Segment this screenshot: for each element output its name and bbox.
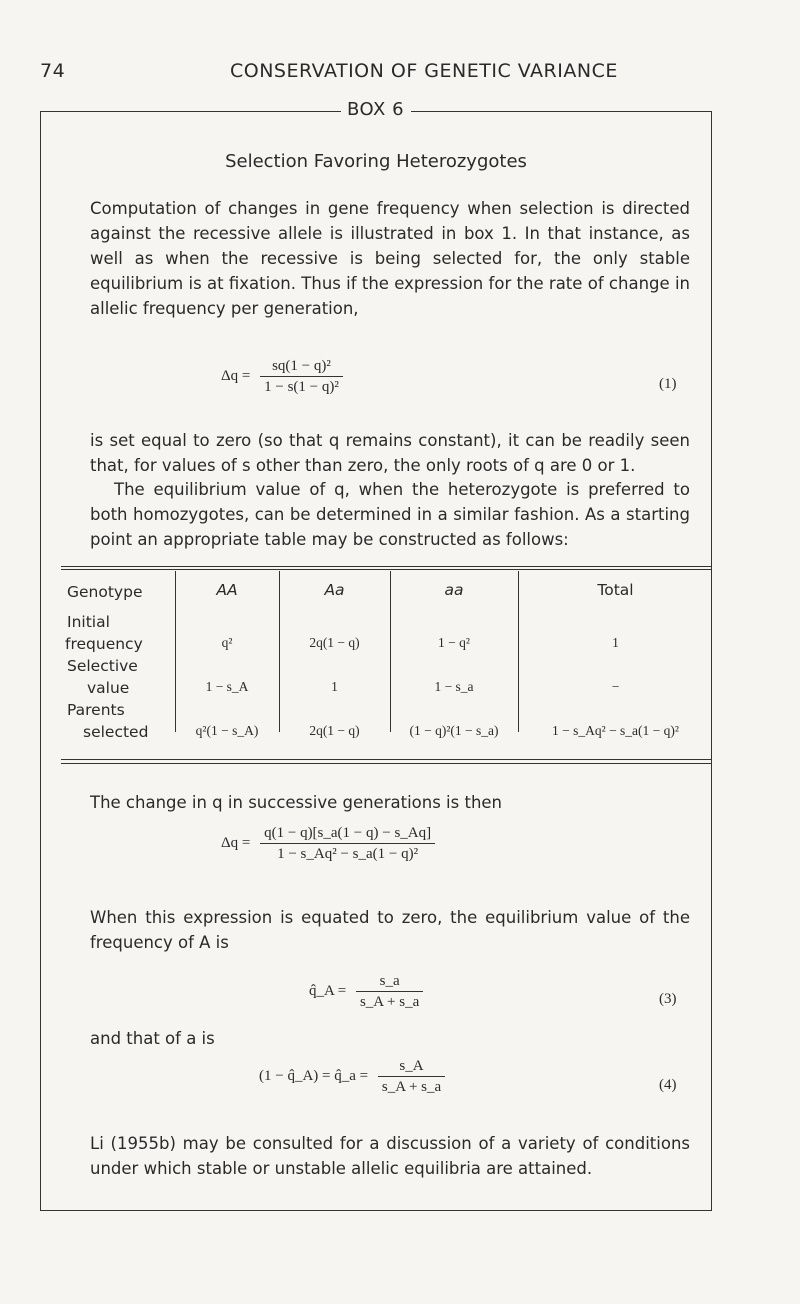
table-top-rule-inner [61, 569, 711, 570]
table-row-label: value [87, 679, 130, 697]
table-cell: 2q(1 − q) [309, 723, 360, 738]
table-bottom-rule-inner [61, 763, 711, 764]
table-bottom-rule [61, 759, 711, 760]
table-cell: 1 − s_A [205, 679, 249, 694]
equation-3-lhs: q̂_A = [309, 983, 347, 999]
equation-1-lhs: Δq = [221, 368, 251, 384]
box-label: BOX 6 [347, 99, 405, 120]
table-header-aa: aa [444, 581, 464, 599]
equation-4-numerator: s_A [378, 1056, 445, 1077]
equation-2-numerator: q(1 − q)[s_a(1 − q) − s_Aq] [260, 823, 435, 844]
page-number: 74 [40, 60, 66, 82]
box-top-border-right [411, 111, 711, 112]
paragraph-intro: Computation of changes in gene frequency when selection is directed against the recessive allele is illustrated in box 1. In that instance, as well as when the recessive is being selected for, the only stable equilibrium is at fixation. Thus if the expression for the rate of change in allelic frequency per generation, [90, 199, 690, 318]
equation-4-number: (4) [659, 1077, 677, 1093]
table-cell: 1 [331, 679, 338, 694]
table-cell: (1 − q)²(1 − s_a) [409, 723, 499, 738]
table-row-label: selected [83, 723, 149, 741]
table-cell: q² [221, 635, 233, 650]
equation-2-lhs: Δq = [221, 835, 251, 851]
table-cell: 1 − s_a [434, 679, 474, 694]
table-cell: − [611, 679, 620, 694]
table-cell: 1 − q² [438, 635, 470, 650]
equation-4 [259, 1056, 445, 1097]
table-row-label: frequency [65, 635, 143, 653]
equation-4-fraction [378, 1056, 445, 1097]
table-row-label: Selective [67, 657, 138, 675]
paragraph-change: The change in q in successive generations is then [90, 793, 503, 812]
equation-3 [309, 971, 423, 1012]
box-6 [40, 99, 712, 1211]
equation-2-denominator: 1 − s_Aq² − s_a(1 − q)² [277, 846, 419, 862]
table-top-rule [61, 566, 711, 567]
table-cell: 1 − s_Aq² − s_a(1 − q)² [552, 723, 679, 738]
equation-2 [221, 823, 435, 864]
equation-1-number: (1) [659, 376, 677, 392]
equation-3-denominator: s_A + s_a [359, 994, 420, 1010]
page-header [40, 60, 720, 90]
equation-1-fraction [260, 356, 343, 397]
table-row-label: Parents [67, 701, 125, 719]
table-cell: 2q(1 − q) [309, 635, 360, 650]
equation-3-numerator: s_a [356, 971, 423, 992]
equation-4-denominator: s_A + s_a [381, 1079, 442, 1095]
equation-3-number: (3) [659, 991, 677, 1007]
equation-1-denominator: 1 − s(1 − q)² [264, 379, 339, 395]
paragraph-equilibrium-A: When this expression is equated to zero, the equilibrium value of the frequency of A is [90, 908, 690, 952]
equation-1 [221, 356, 343, 397]
paragraph-heterozygote: The equilibrium value of q, when the heterozygote is preferred to both homozygotes, can be determined in a similar fashion. As a starting point an appropriate table may be constructed as follows: [90, 480, 690, 549]
running-head: CONSERVATION OF GENETIC VARIANCE [230, 60, 618, 82]
equation-1-numerator: sq(1 − q)² [260, 356, 343, 377]
table-header-AA: AA [216, 581, 238, 599]
equation-2-fraction [260, 823, 435, 864]
paragraph-equilibrium-a: and that of a is [90, 1029, 215, 1048]
table-cell: 1 [612, 635, 619, 650]
table-header-total: Total [597, 581, 634, 599]
genotype-table [63, 571, 713, 741]
table-row-label: Initial [67, 613, 110, 631]
equation-4-lhs: (1 − q̂_A) = q̂_a = [259, 1068, 369, 1084]
paragraph-roots: is set equal to zero (so that q remains constant), it can be readily seen that, for values of s other than zero, the only roots of q are 0 or 1. [90, 431, 690, 475]
table-header-Aa: Aa [324, 581, 345, 599]
paragraph-reference: Li (1955b) may be consulted for a discussion of a variety of conditions under which stable or unstable allelic equilibria are attained. [90, 1134, 690, 1178]
equation-3-fraction [356, 971, 423, 1012]
box-top-border-left [41, 111, 341, 112]
box-title: Selection Favoring Heterozygotes [225, 151, 527, 172]
table-header-genotype: Genotype [67, 583, 143, 601]
table-cell: q²(1 − s_A) [195, 723, 259, 738]
